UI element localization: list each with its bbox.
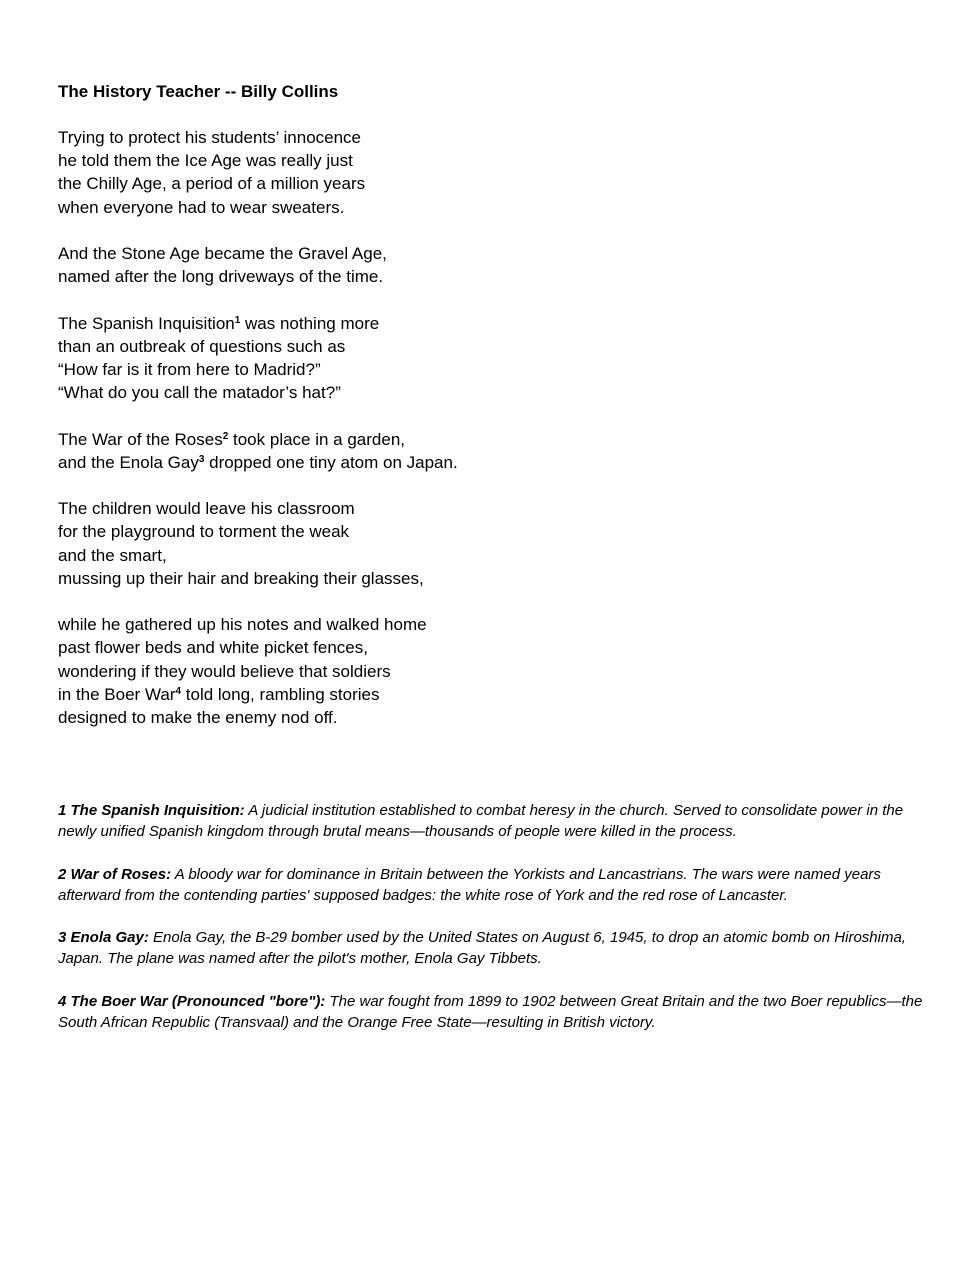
poem-line-text: in the Boer War: [58, 684, 176, 704]
poem-line: The children would leave his classroom: [58, 499, 355, 519]
poem-line: than an outbreak of questions such as: [58, 336, 346, 356]
footnote-marker: 2: [222, 430, 229, 442]
poem-line-text: and the Enola Gay: [58, 452, 199, 472]
poem-line: And the Stone Age became the Gravel Age,: [58, 244, 387, 263]
poem-line: wondering if they would believe that soldiers: [58, 661, 391, 681]
poem-line-text: told long, rambling stories: [181, 684, 380, 704]
poem-line-text: dropped one tiny atom on Japan.: [204, 452, 458, 472]
poem-line-text: The War of the Roses: [58, 429, 223, 449]
poem-line-text: The Spanish Inquisition: [58, 313, 235, 333]
footnote-marker: 4: [175, 685, 182, 697]
footnote-text: Enola Gay, the B-29 bomber used by the United States on August 6, 1945, to drop an atomic bomb on Hiroshima, Japan. The plane was named after the pilot's mother, Enola Gay Tibbets.: [58, 929, 906, 968]
poem-line: [58, 683, 928, 706]
poem-line-text: was nothing more: [240, 313, 380, 333]
poem-line: “How far is it from here to Madrid?”: [58, 360, 321, 379]
stanza-4: [58, 428, 928, 474]
stanza-6: [58, 613, 928, 729]
footnotes: [58, 800, 928, 1054]
stanza-5: [58, 497, 928, 590]
footnote-text: A judicial institution established to combat heresy in the church. Served to consolidate power in the newly unified Spanish kingdom through brutal means—thousands of people were killed in the process.: [58, 802, 904, 841]
poem-title: The History Teacher -- Billy Collins: [58, 82, 339, 101]
footnote-text: The war fought from 1899 to 1902 between Great Britain and the two Boer republics—the South African Republic (Transvaal) and the Orange Free State—resulting in British victory.: [58, 992, 923, 1031]
footnote-term: 2 War of Roses:: [58, 865, 172, 883]
footnote-term: 1 The Spanish Inquisition:: [58, 802, 245, 819]
poem-line: he told them the Ice Age was really just: [58, 151, 353, 171]
poem: [58, 80, 928, 752]
stanza-1: [58, 126, 928, 219]
poem-line: while he gathered up his notes and walked home: [58, 615, 427, 635]
footnote-term: 4 The Boer War (Pronounced "bore"):: [58, 992, 326, 1010]
poem-line: “What do you call the matador’s hat?”: [58, 383, 341, 403]
footnote-marker: 1: [234, 314, 241, 326]
poem-line: mussing up their hair and breaking their glasses,: [58, 568, 424, 588]
poem-line: and the smart,: [58, 545, 167, 565]
footnote-text: A bloody war for dominance in Britain between the Yorkists and Lancastrians. The wars were named years afterward from the contending parties' supposed badges: the white rose of York and the red rose of Lancaster.: [58, 865, 881, 904]
footnote-marker: 3: [198, 453, 205, 465]
stanza-3: [58, 312, 928, 405]
footnote-4: [58, 991, 928, 1033]
footnote-1: [58, 800, 928, 842]
poem-line: the Chilly Age, a period of a million years: [58, 174, 366, 194]
footnote-term: 3 Enola Gay:: [58, 929, 149, 947]
poem-line: for the playground to torment the weak: [58, 522, 350, 542]
poem-line-text: took place in a garden,: [228, 429, 406, 449]
poem-line: [58, 451, 928, 474]
poem-line: named after the long driveways of the time.: [58, 267, 384, 287]
footnote-2: [58, 864, 928, 906]
stanza-2: [58, 242, 928, 288]
poem-line: [58, 428, 928, 451]
poem-line: past flower beds and white picket fences,: [58, 638, 368, 658]
poem-line: [58, 312, 928, 335]
poem-line: Trying to protect his students’ innocence: [58, 128, 362, 147]
poem-line: designed to make the enemy nod off.: [58, 708, 338, 727]
poem-line: when everyone had to wear sweaters.: [58, 197, 345, 217]
footnote-3: [58, 927, 928, 969]
